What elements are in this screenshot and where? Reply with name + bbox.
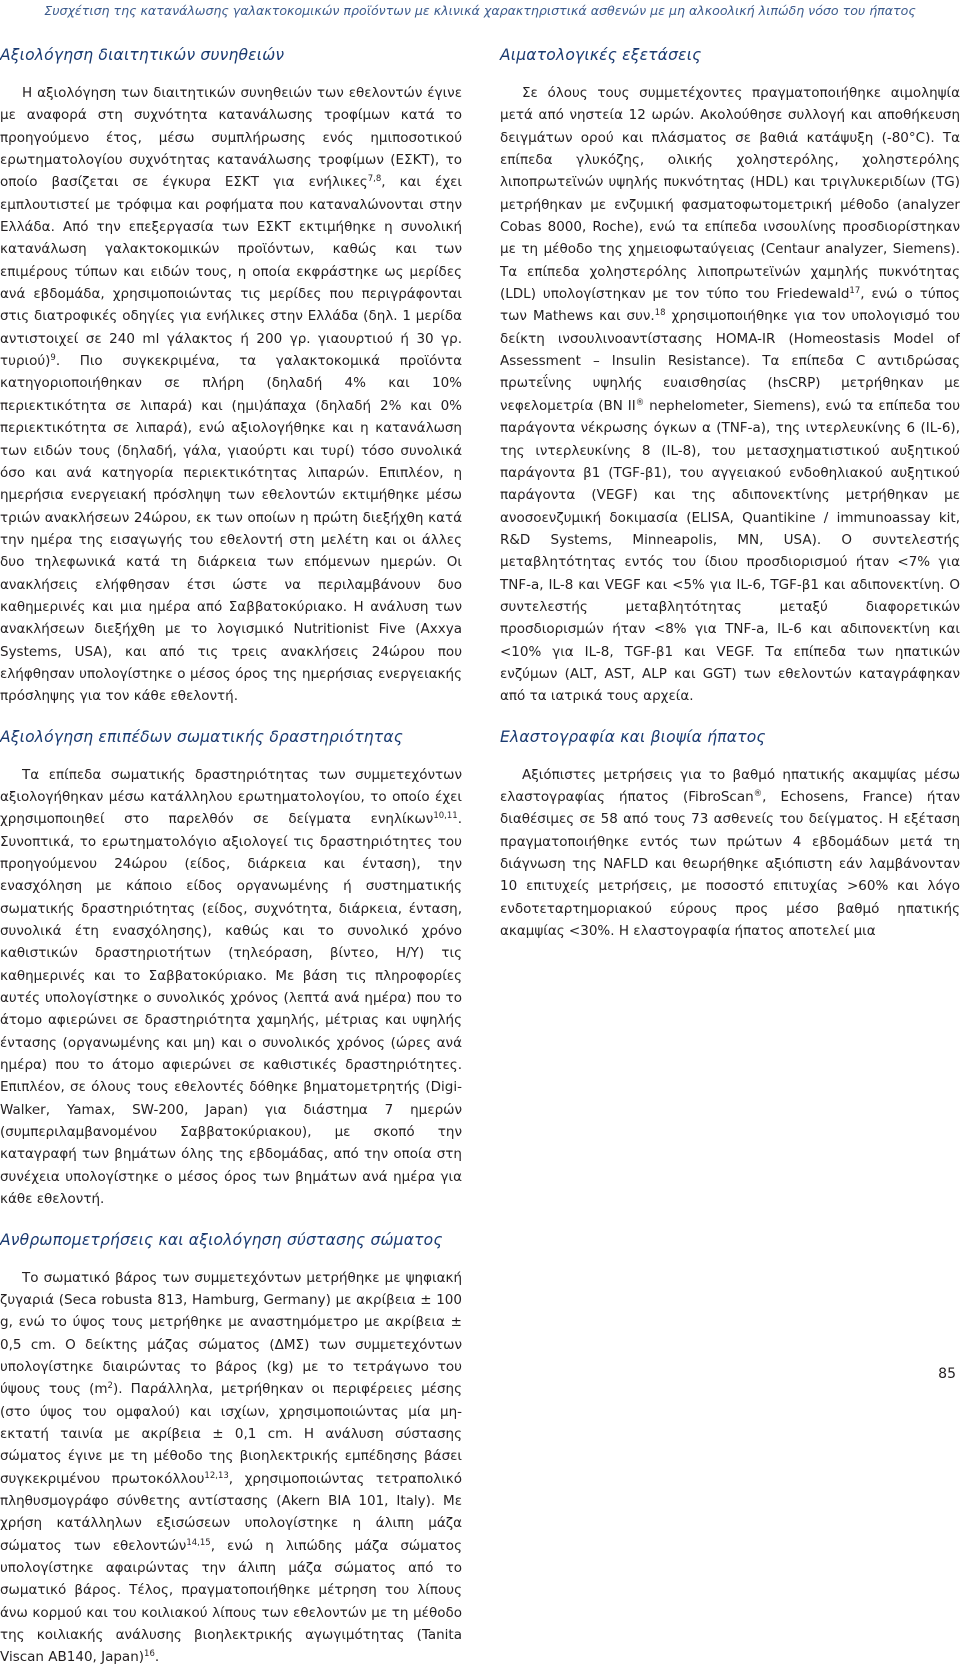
activity-paragraph: Τα επίπεδα σωματικής δραστηριότητας των συμμετεχόντων αξιολογήθηκαν μέσω κατάλληλου ερωτηματολογίου, το οποίο έχει χρησιμοποιηθεί στο παρελθόν σε δείγματα ενηλίκων$^{10,11}$. Συνοπτικά, το ερωτηματολόγιο αξιολογεί τις δραστηριότητες του προηγούμενου 24ώρου (είδος, διάρκεια και ένταση), την ενασχόληση με κάποιο είδος οργανωμένης ή συστηματικής σωματικής δραστηριότητας (είδος, συχνότητα, διάρκεια, ένταση, συνολικά έτη ενασχόλησης), καθώς και το συνολικό χρόνο καθιστικών δραστηριοτήτων (τηλεόραση, βίντεο, Η/Υ) τις καθημερινές και το Σαββατοκύριακο. Με βάση τις πληροφορίες αυτές υπολογίστηκε ο συνολικός χρόνος (λεπτά ανά ημέρα) που το άτομο αφιερώνει σε δραστηριότητα χαμηλής, μέτριας και υψηλής έντασης (οργανωμένης και μη) και ο συνολικός χρόνος (ώρες ανά ημέρα) που το άτομο αφιερώνει σε καθιστικές δραστηριότητες. Επιπλέον, σε όλους τους εθελοντές δόθηκε βηματομετρητής (Digi-Walker, Yamax, SW-200, Japan) για διάστημα 7 ημερών (συμπεριλαμβανομένου Σαββατοκύριακου), με σκοπό την καταγραφή των βημάτων όλης της εβδομάδας, από την οποία στη συνέχεια υπολογίστηκε ο μέσος όρος των βημάτων ανά ημέρα για κάθε εθελοντή. [0, 766, 462, 1208]
right-column [500, 44, 960, 942]
diet-heading: Αξιολόγηση διαιτητικών συνηθειών [0, 46, 285, 64]
blood-tests-paragraph: Σε όλους τους συμμετέχοντες πραγματοποιήθηκε αιμοληψία μετά από νηστεία 12 ωρών. Ακολούθησε συλλογή και αποθήκευση δειγμάτων ορού και πλάσματος σε βαθιά κατάψυξη (-80°C). Τα επίπεδα γλυκόζης, ολικής χοληστερόλης, χοληστερόλης λιποπρωτεϊνών υψηλής πυκνότητας (HDL) και τριγλυκεριδίων (TG) μετρήθηκαν με ενζυμική φασματοφωτομετρική μέθοδο (analyzer Cobas 8000, Roche), ενώ τα επίπεδα ινσουλίνης προσδιορίστηκαν με τη μέθοδο της χημειοφωταύγειας (Centaur analyzer, Siemens). Τα επίπεδα χοληστερόλης λιποπρωτεϊνών χαμηλής πυκνότητας (LDL) υπολογίστηκαν με τον τύπο του Friedewald$^{17}$, ενώ ο τύπος των Mathews και συν.$^{18}$ χρησιμοποιήθηκε για τον υπολογισμό του δείκτη ινσουλινοαντίστασης HOMA-IR (Homeostasis Model of Assessment – Insulin Resistance). Τα επίπεδα C αντιδρώσας πρωτεΐνης υψηλής ευαισθησίας (hsCRP) μετρήθηκαν με νεφελομετρία (BN II® nephelometer, Siemens), ενώ τα επίπεδα του παράγοντα νέκρωσης όγκων α (TNF-a), της ιντερλευκίνης 6 (IL-6), της ιντερλευκίνης 8 (IL-8), του μετασχηματιστικού αυξητικού παράγοντα β1 (TGF-β1), του αγγειακού ενδοθηλιακού αυξητικού παράγοντα (VEGF) και της αδιπονεκτίνης μετρήθηκαν με ανοσοενζυμική δοκιμασία (ELISA, Quantikine / immunoassay kit, R&D Systems, Minneapolis, MN, USA). Ο συντελεστής μεταβλητότητας εντός του ίδιου προσδιορισμού ήταν <7% για TNF-a, IL-8 και VEGF και <5% για IL-6, TGF-β1 και αδιπονεκτίνη. Ο συντελεστής μεταβλητότητας μεταξύ διαφορετικών προσδιορισμών ήταν <8% για TNF-a, IL-6 και αδιπονεκτίνη και <10% για IL-8, TGF-β1 και VEGF. Τα επίπεδα των ηπατικών ενζύμων (ALT, AST, ALP και GGT) των εθελοντών καταγράφηκαν από τα ιατρικά τους αρχεία. [500, 85, 960, 705]
left-column [0, 44, 462, 1669]
activity-heading: Αξιολόγηση επιπέδων σωματικής δραστηριότητας [0, 727, 404, 746]
blood-tests-heading: Αιματολογικές εξετάσεις [500, 46, 702, 64]
anthropometry-heading: Ανθρωπομετρήσεις και αξιολόγηση σύστασης σώματος [0, 1230, 443, 1249]
page-number: 85 [938, 1366, 956, 1382]
diet-paragraph: Η αξιολόγηση των διαιτητικών συνηθειών των εθελοντών έγινε με αναφορά στη συχνότητα κατανάλωσης τροφίμων κατά το προηγούμενο έτος, μέσω συμπλήρωσης ενός ημιποσοτικού ερωτηματολογίου συχνότητας κατανάλωσης τροφίμων (ΕΣΚΤ), το οποίο βασίζεται σε έγκυρα ΕΣΚΤ για ενήλικες$^{7,8}$, και έχει εμπλουτιστεί με τρόφιμα και ροφήματα που καταναλώνονται στην Ελλάδα. Από την επεξεργασία των ΕΣΚΤ εκτιμήθηκε η συνολική κατανάλωση γαλακτοκομικών προϊόντων, καθώς και των επιμέρους τύπων και ειδών τους, η οποία εκφράστηκε ως μερίδες ανά εβδομάδα, χρησιμοποιώντας τις μερίδες που περιγράφονται στις διατροφικές οδηγίες για ενήλικες στην Ελλάδα (δηλ. 1 μερίδα αντιστοιχεί σε 240 ml γάλακτος ή 200 γρ. γιαουρτιού ή 30 γρ. τυριού)$^9$. Πιο συγκεκριμένα, τα γαλακτοκομικά προϊόντα κατηγοριοποιήθηκαν σε πλήρη (δηλαδή 4% και 10% περιεκτικότητα σε λιπαρά) και (ημι)άπαχα (δηλαδή 2% και 0% περιεκτικότητα σε λιπαρά), ενώ αξιολογήθηκε και η κατανάλωση των ειδών τους (δηλαδή, γάλα, γιαούρτι και τυρί) τόσο συνολικά όσο και ανά κατηγορία περιεκτικότητας λιπαρών. Επιπλέον, η ημερήσια ενεργειακή πρόσληψη των εθελοντών εκτιμήθηκε μέσω τριών ανακλήσεων 24ώρου, εκ των οποίων η πρώτη διεξήχθη κατά την ημέρα της εισαγωγής του εθελοντή στη μελέτη και οι άλλες δυο τηλεφωνικά κατά τη διάρκεια των επόμενων ημερών. Οι ανακλήσεις ελήφθησαν έτσι ώστε να περιλαμβάνουν δυο καθημερινές και μια ημέρα από Σαββατοκύριακο. Η ανάλυση των ανακλήσεων διεξήχθη με το λογισμικό Nutritionist Five (Axxya Systems, USA), και από τις τρεις ανακλήσεις 24ώρου που ελήφθησαν υπολογίστηκε ο μέσος όρος της ημερήσιας ενεργειακής πρόσληψης για τον κάθε εθελοντή. [0, 85, 462, 705]
elastography-paragraph: Αξιόπιστες μετρήσεις για το βαθμό ηπατικής ακαμψίας μέσω ελαστογραφίας ήπατος (FibroScan®, Echosens, France) ήταν διαθέσιμες σε 58 από τους 73 ασθενείς του δείγματος. Η εξέταση πραγματοποιήθηκε εντός των πρώτων 4 εβδομάδων μετά τη διάγνωση της NAFLD και θεωρήθηκε αξιόπιστη εάν λαμβάνονταν 10 επιτυχείς μετρήσεις, με ποσοστό επιτυχίας >60% και λόγο ενδοτεταρτημοριακού εύρους προς μέσο βαθμό ηπατικής ακαμψίας <30%. Η ελαστογραφία ήπατος αποτελεί μια [500, 766, 960, 940]
anthropometry-paragraph: Το σωματικό βάρος των συμμετεχόντων μετρήθηκε με ψηφιακή ζυγαριά (Seca robusta 813, Hamburg, Germany) με ακρίβεια ± 100 g, ενώ το ύψος τους μετρήθηκε με αναστημόμετρο με ακρίβεια ± 0,5 cm. Ο δείκτης μάζας σώματος (ΔΜΣ) των συμμετεχόντων υπολογίστηκε διαιρώντας το βάρος (kg) με το τετράγωνο του ύψους τους $(m^2)$. Παράλληλα, μετρήθηκαν οι περιφέρειες μέσης (στο ύψος του ομφαλού) και ισχίων, χρησιμοποιώντας μία μη-εκτατή ταινία με ακρίβεια ± 0,1 cm. Η ανάλυση σύστασης σώματος έγινε με τη μέθοδο της βιοηλεκτρικής εμπέδησης βάσει συγκεκριμένου πρωτοκόλλου$^{12,13}$, χρησιμοποιώντας τετραπολικό πληθυσμογράφο σύνθετης αντίστασης (Akern BIA 101, Italy). Με χρήση κατάλληλων εξισώσεων υπολογίστηκε η άλιπη μάζα σώματος των εθελοντών$^{14,15}$, ενώ η λιπώδης μάζα σώματος υπολογίστηκε αφαιρώντας την άλιπη μάζα σώματος από το σωματικό βάρος. Τέλος, πραγματοποιήθηκε μέτρηση του λίπους άνω κορμού και του κοιλιακού λίπους των εθελοντών με τη μέθοδο της κοιλιακής ανάλυσης βιοηλεκτρικής αγωγιμότητας (Tanita Viscan AB140, Japan)$^{16}$. [0, 1269, 462, 1666]
elastography-heading: Ελαστογραφία και βιοψία ήπατος [500, 727, 766, 746]
running-head: Συσχέτιση της κατανάλωσης γαλακτοκομικών προϊόντων με κλινικά χαρακτηριστικά ασθενών με μη αλκοολική λιπώδη νόσο του ήπατος [44, 3, 916, 18]
